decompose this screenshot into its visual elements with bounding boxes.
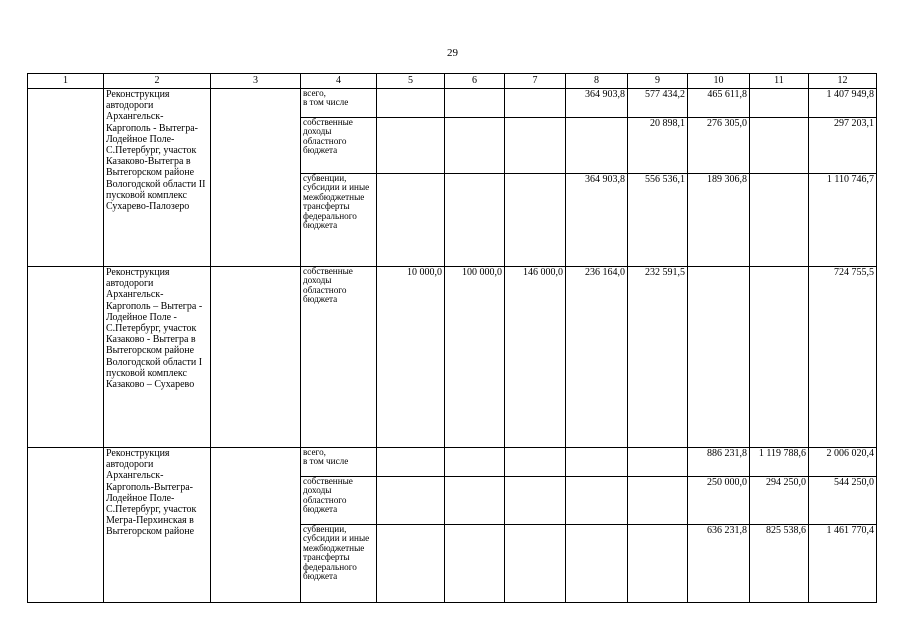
table-row [28, 89, 877, 118]
value-c11: 825 538,6 [750, 525, 809, 603]
value-c9: 20 898,1 [628, 118, 688, 174]
value-c12: 544 250,0 [809, 477, 877, 525]
value-c6: 100 000,0 [445, 267, 505, 448]
value-c12: 297 203,1 [809, 118, 877, 174]
value-c8: 364 903,8 [566, 174, 628, 267]
column-header-9: 9 [628, 74, 688, 89]
value-c7 [505, 477, 566, 525]
page-number: 29 [447, 47, 458, 59]
value-c8: 236 164,0 [566, 267, 628, 448]
funding-source: собственные доходы областного бюджета [301, 477, 377, 525]
value-c6 [445, 477, 505, 525]
value-c8 [566, 525, 628, 603]
value-c7 [505, 448, 566, 477]
value-c5 [377, 525, 445, 603]
value-c11 [750, 118, 809, 174]
col3-cell [211, 89, 301, 267]
col1-cell [28, 267, 104, 448]
funding-source: субвенции, субсидии и иные межбюджетные трансферты федерального бюджета [301, 525, 377, 603]
value-c12: 1 407 949,8 [809, 89, 877, 118]
value-c10 [688, 267, 750, 448]
value-c5 [377, 118, 445, 174]
value-c6 [445, 448, 505, 477]
value-c10: 189 306,8 [688, 174, 750, 267]
value-c8 [566, 448, 628, 477]
column-header-11: 11 [750, 74, 809, 89]
value-c11 [750, 174, 809, 267]
value-c6 [445, 174, 505, 267]
value-c11 [750, 267, 809, 448]
value-c9: 556 536,1 [628, 174, 688, 267]
value-c10: 465 611,8 [688, 89, 750, 118]
column-header-10: 10 [688, 74, 750, 89]
column-header-8: 8 [566, 74, 628, 89]
value-c9 [628, 477, 688, 525]
value-c5: 10 000,0 [377, 267, 445, 448]
value-c8 [566, 477, 628, 525]
budget-table [27, 73, 877, 603]
column-header-6: 6 [445, 74, 505, 89]
value-c5 [377, 89, 445, 118]
value-c12: 724 755,5 [809, 267, 877, 448]
col1-cell [28, 448, 104, 603]
value-c7 [505, 89, 566, 118]
value-c6 [445, 525, 505, 603]
value-c11: 294 250,0 [750, 477, 809, 525]
value-c11 [750, 89, 809, 118]
value-c6 [445, 118, 505, 174]
value-c7: 146 000,0 [505, 267, 566, 448]
value-c8 [566, 118, 628, 174]
column-header-1: 1 [28, 74, 104, 89]
column-header-5: 5 [377, 74, 445, 89]
object-name: Реконструкция автодороги Архангельск-Каргополь - Вытегра-Лодейное Поле-С.Петербург, участок Казаково-Вытегра в Вытегорском районе Вологодской области II пусковой комплекс Сухарево-Палозеро [104, 89, 211, 267]
value-c12: 2 006 020,4 [809, 448, 877, 477]
object-name: Реконструкция автодороги Архангельск-Каргополь – Вытегра - Лодейное Поле - С.Петербург, участок Казаково - Вытегра в Вытегорском районе Вологодской области I пусковой комплекс Казаково – Сухарево [104, 267, 211, 448]
column-header-3: 3 [211, 74, 301, 89]
col3-cell [211, 267, 301, 448]
value-c8: 364 903,8 [566, 89, 628, 118]
value-c12: 1 461 770,4 [809, 525, 877, 603]
funding-source: собственные доходы областного бюджета [301, 118, 377, 174]
col1-cell [28, 89, 104, 267]
value-c7 [505, 174, 566, 267]
value-c5 [377, 477, 445, 525]
value-c12: 1 110 746,7 [809, 174, 877, 267]
column-header-4: 4 [301, 74, 377, 89]
value-c5 [377, 448, 445, 477]
value-c6 [445, 89, 505, 118]
funding-source: всего, в том числе [301, 89, 377, 118]
col3-cell [211, 448, 301, 603]
value-c10: 886 231,8 [688, 448, 750, 477]
header-row [28, 74, 877, 89]
funding-source: субвенции, субсидии и иные межбюджетные трансферты федерального бюджета [301, 174, 377, 267]
object-name: Реконструкция автодороги Архангельск-Каргополь-Вытегра-Лодейное Поле-С.Петербург, участок Мегра-Перхинская в Вытегорском районе [104, 448, 211, 603]
value-c5 [377, 174, 445, 267]
value-c11: 1 119 788,6 [750, 448, 809, 477]
value-c10: 250 000,0 [688, 477, 750, 525]
column-header-7: 7 [505, 74, 566, 89]
value-c9 [628, 525, 688, 603]
value-c9 [628, 448, 688, 477]
value-c10: 276 305,0 [688, 118, 750, 174]
value-c7 [505, 525, 566, 603]
table-row [28, 267, 877, 448]
table-body [28, 89, 877, 603]
value-c10: 636 231,8 [688, 525, 750, 603]
value-c9: 577 434,2 [628, 89, 688, 118]
column-header-12: 12 [809, 74, 877, 89]
funding-source: всего, в том числе [301, 448, 377, 477]
value-c9: 232 591,5 [628, 267, 688, 448]
table-row [28, 448, 877, 477]
column-header-2: 2 [104, 74, 211, 89]
value-c7 [505, 118, 566, 174]
funding-source: собственные доходы областного бюджета [301, 267, 377, 448]
